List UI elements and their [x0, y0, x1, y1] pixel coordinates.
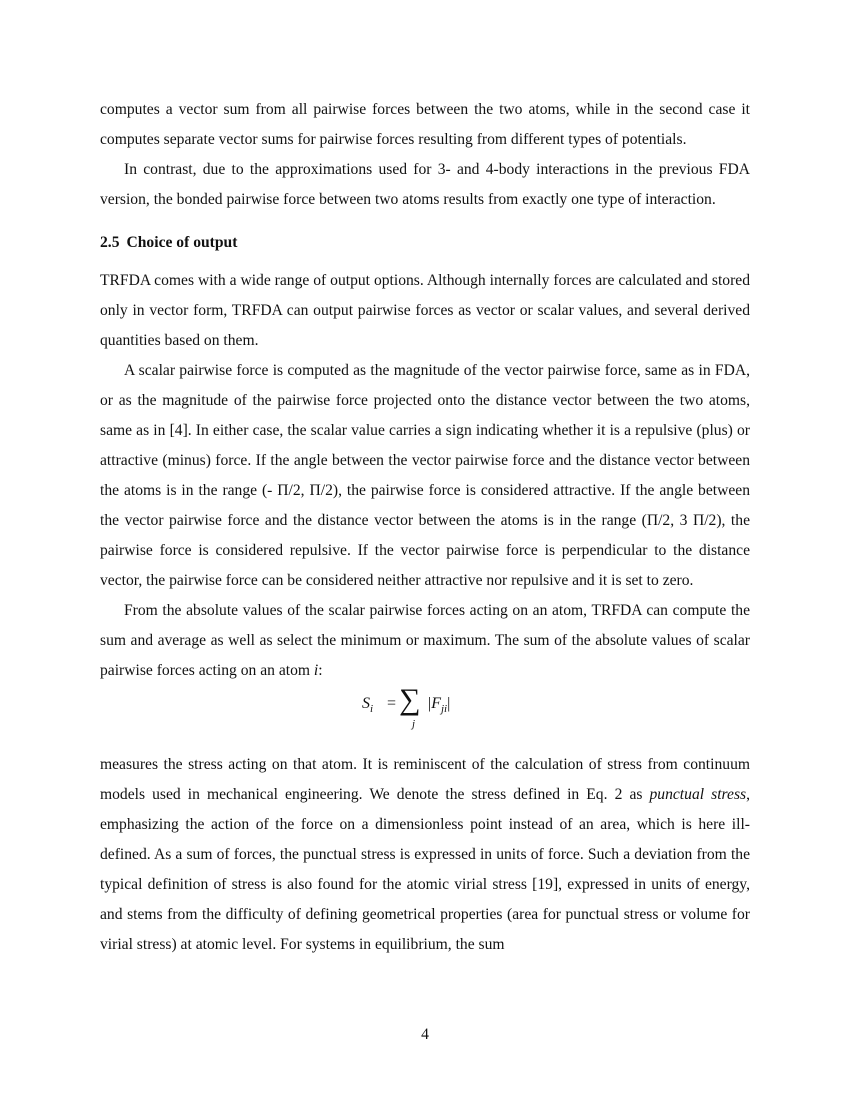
italic-term: punctual stress: [649, 786, 747, 803]
summation-index: j: [412, 718, 416, 730]
atom-variable: i: [313, 662, 319, 679]
page-body: [100, 95, 750, 960]
paragraph: From the absolute values of the scalar pairwise forces acting on an atom, TRFDA can compute the sum and average as well as select the minimum or maximum. The sum of the absolute values of scalar pairwise forces acting on an atom i:: [100, 602, 750, 679]
paragraph: measures the stress acting on that atom. It is reminiscent of the calculation of stress from continuum models used in mechanical engineering. We denote the stress defined in Eq. 2 as punctual stress, emphasizing the action of the force on a dimensionless point instead of an area, which is here ill-defined. As a sum of forces, the punctual stress is expressed in units of force. Such a deviation from the typical definition of stress is also found for the atomic virial stress [19], expressed in units of energy, and stems from the difficulty of defining geometrical properties (area for punctual stress or volume for virial stress) at atomic level. For systems in equilibrium, the sum: [100, 756, 750, 953]
paragraph: computes a vector sum from all pairwise forces between the two atoms, while in the second case it computes separate vector sums for pairwise forces resulting from different types of potentials.: [100, 101, 750, 148]
section-heading: [100, 232, 750, 254]
equation-lhs: $S_i$: [362, 695, 374, 716]
equation-rhs: $|F_{ji}|$: [428, 695, 451, 716]
summation-symbol: ∑: [399, 683, 421, 716]
section-number: 2.5: [100, 234, 120, 251]
equation: [100, 683, 750, 750]
section-title: Choice of output: [126, 234, 238, 251]
paragraph-text: From the absolute values of the scalar pairwise forces acting on an atom, TRFDA can compute the sum and average as well as select the minimum or maximum. The sum of the absolute values of scalar pairwise forces acting on an atom: [100, 602, 750, 679]
equation-equals: =: [387, 695, 397, 712]
paragraph: A scalar pairwise force is computed as the magnitude of the vector pairwise force, same as in FDA, or as the magnitude of the pairwise force projected onto the distance vector between the two atoms, same as in [4]. In either case, the scalar value carries a sign indicating whether it is a repulsive (plus) or attractive (minus) force. If the angle between the vector pairwise force and the distance vector between the atoms is in the range (- Π/2, Π/2), the pairwise force is considered attractive. If the angle between the vector pairwise force and the distance vector between the atoms is in the range (Π/2, 3 Π/2), the pairwise force is considered repulsive. If the vector pairwise force is perpendicular to the distance vector, the pairwise force can be considered neither attractive nor repulsive and it is set to zero.: [100, 362, 750, 589]
page-number: 4: [421, 1026, 429, 1043]
paragraph: In contrast, due to the approximations used for 3- and 4-body interactions in the previous FDA version, the bonded pairwise force between two atoms results from exactly one type of interaction.: [100, 161, 750, 208]
paragraph: TRFDA comes with a wide range of output options. Although internally forces are calculated and stored only in vector form, TRFDA can output pairwise forces as vector or scalar values, and several derived quantities based on them.: [100, 272, 750, 349]
